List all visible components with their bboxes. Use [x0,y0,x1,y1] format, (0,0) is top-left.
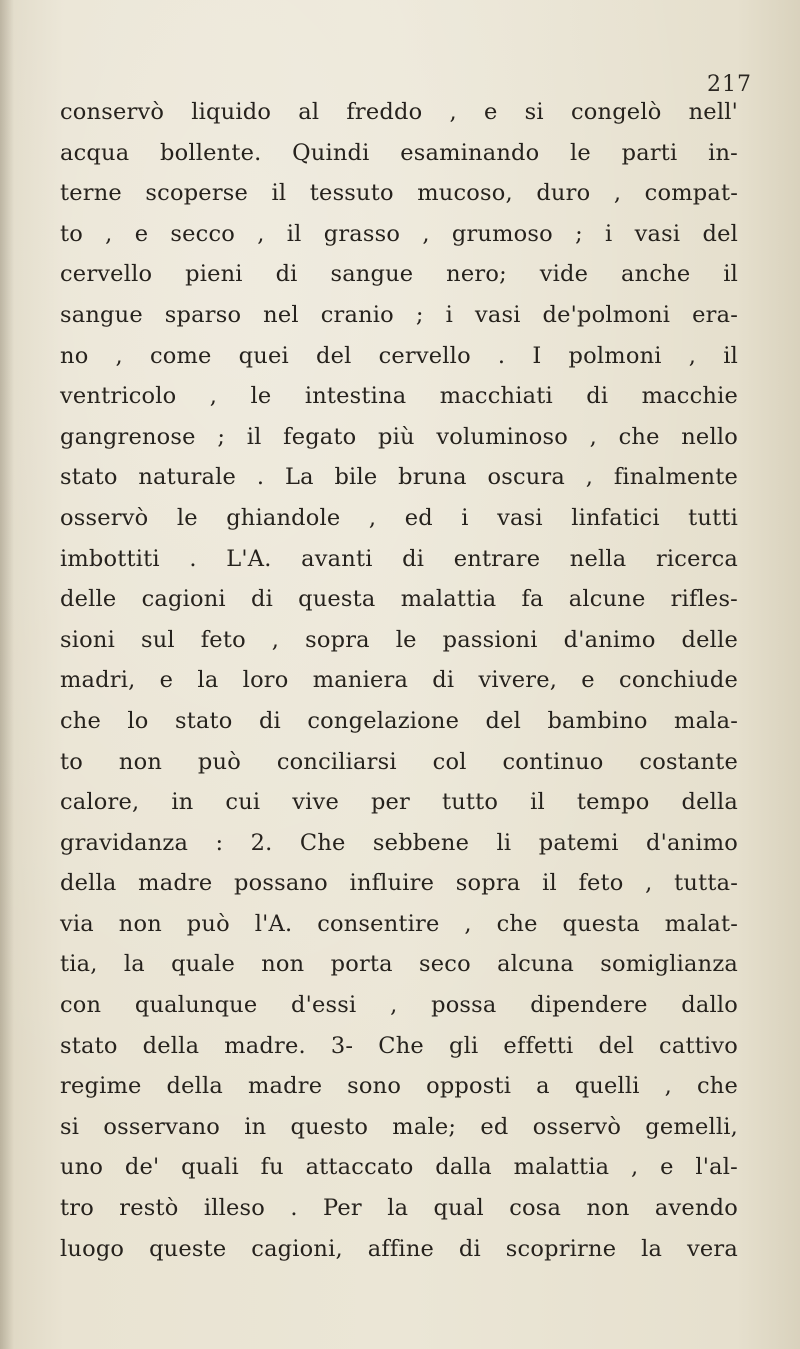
gutter-shadow [0,0,14,1349]
text-line: imbottiti . L'A. avanti di entrare nella ricerca [60,545,738,572]
text-line: della madre possano influire sopra il feto , tutta- [60,870,738,897]
text-line: osservò le ghiandole , ed i vasi linfatici tutti [60,504,738,531]
text-line: tia, la quale non porta seco alcuna somiglianza [60,951,738,978]
text-line: no , come quei del cervello . I polmoni , il [60,342,738,369]
text-line: gangrenose ; il fegato più voluminoso , che nello [60,423,738,450]
body-text [60,92,738,1269]
text-line: madri, e la loro maniera di vivere, e conchiude [60,667,738,694]
text-line: terne scoperse il tessuto mucoso, duro , compat- [60,180,738,207]
text-line: regime della madre sono opposti a quelli , che [60,1073,738,1100]
text-line: uno de' quali fu attaccato dalla malattia , e l'al- [60,1154,738,1181]
text-line: to , e secco , il grasso , grumoso ; i vasi del [60,220,738,247]
text-line: delle cagioni di questa malattia fa alcune rifles- [60,586,738,613]
text-line: to non può conciliarsi col continuo costante [60,748,738,775]
text-line: sioni sul feto , sopra le passioni d'animo delle [60,626,738,653]
text-line: conservò liquido al freddo , e si congelò nell' [60,99,738,125]
text-line: cervello pieni di sangue nero; vide anche il [60,261,738,288]
text-line: che lo stato di congelazione del bambino mala- [60,707,738,734]
text-line: luogo queste cagioni, affine di scoprirne la vera [60,1235,738,1262]
text-line: acqua bollente. Quindi esaminando le parti in- [60,139,738,166]
text-line: calore, in cui vive per tutto il tempo della [60,789,738,816]
page-number: 217 [707,72,752,97]
text-line: ventricolo , le intestina macchiati di macchie [60,383,738,410]
text-line: via non può l'A. consentire , che questa malat- [60,910,738,937]
text-line: con qualunque d'essi , possa dipendere dallo [60,992,738,1019]
text-line: gravidanza : 2. Che sebbene li patemi d'animo [60,829,738,856]
text-line: tro restò illeso . Per la qual cosa non avendo [60,1195,738,1222]
text-line: sangue sparso nel cranio ; i vasi de'polmoni era- [60,301,738,328]
text-line: stato della madre. 3- Che gli effetti del cattivo [60,1032,738,1059]
text-line: si osservano in questo male; ed osservò gemelli, [60,1113,738,1140]
text-line: stato naturale . La bile bruna oscura , finalmente [60,464,738,491]
